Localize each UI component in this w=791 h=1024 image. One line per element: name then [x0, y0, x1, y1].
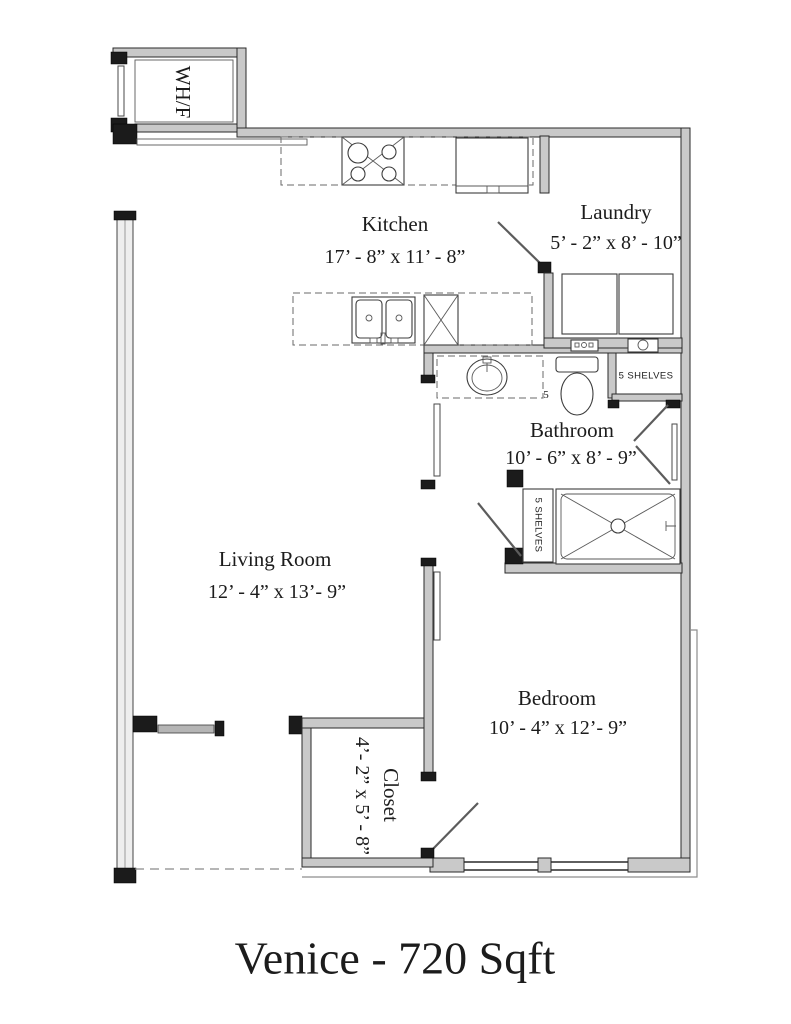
whf-label: WH/F [171, 65, 195, 119]
shelves-lower-label: 5 SHELVES [532, 497, 544, 553]
divider-wall [424, 562, 433, 776]
laundry-wall-upper [540, 136, 549, 193]
kitchen-fixtures [281, 137, 533, 345]
laundry-door-jamb [538, 262, 551, 273]
pocket-door-jamb-left [133, 716, 157, 732]
laundry-door-swing [498, 222, 544, 267]
burner-2 [382, 145, 396, 159]
right-exterior-wall [681, 128, 690, 864]
burner-3 [351, 167, 365, 181]
bedroom-bottom-wall-right [628, 858, 690, 872]
divider-cap-top [421, 558, 436, 566]
closet-dims: 4’- 2” x 5’ - 8” [351, 737, 373, 855]
shelves-lower-door-swing [478, 503, 521, 556]
closet-label: Closet [379, 768, 403, 822]
bathroom-label: Bathroom [530, 418, 614, 442]
plan-title: Venice - 720 Sqft [234, 932, 556, 984]
pocket-door-leaf [158, 725, 214, 733]
shelves-door-swing [634, 405, 668, 441]
bathroom-door-leaf [672, 424, 677, 480]
washer [562, 274, 617, 334]
whf-door-leaf [118, 66, 124, 116]
living-room-label: Living Room [218, 547, 332, 571]
whf-top-wall [113, 48, 245, 57]
kitchen-dims: 17’ - 8” x 11’ - 8” [324, 246, 466, 268]
closet-top-wall [302, 718, 433, 728]
vanity-marker: 5 [543, 389, 549, 401]
shower-drain [611, 519, 625, 533]
shelves-upper-label: 5 SHELVES [618, 370, 674, 382]
whf-door-jamb-top [111, 52, 127, 64]
pocket-door-jamb-mid [215, 721, 224, 736]
top-exterior-wall [237, 128, 690, 137]
bedroom-bottom-wall-left [430, 858, 464, 872]
laundry-wall-lower [544, 273, 553, 345]
bedroom-label: Bedroom [517, 686, 597, 710]
sink-basin-left [356, 300, 382, 338]
shelves-door-jamb-right [666, 400, 680, 408]
laundry-bottom-wall [544, 338, 682, 348]
shelves-upper-left-wall [608, 353, 616, 398]
closet-left-wall [302, 728, 311, 858]
closet-bottom-wall [302, 858, 433, 867]
laundry-dims: 5’ - 2” x 8’ - 10” [550, 232, 682, 254]
sink-basin-right [386, 300, 412, 338]
bath-left-jamb-top [421, 375, 435, 383]
bath-hall-door-leaf [434, 404, 440, 476]
whf-right-wall [237, 48, 246, 136]
shelves-lower-jamb [507, 470, 523, 487]
bedroom-window-mullion [538, 858, 551, 872]
laundry-label: Laundry [580, 200, 652, 224]
burner-1 [348, 143, 368, 163]
closet-door-jamb [421, 848, 434, 858]
bathroom-dims: 10’ - 6” x 8’ - 9” [505, 447, 637, 469]
bath-left-jamb-bottom [421, 480, 435, 489]
kitchen-label: Kitchen [361, 212, 429, 236]
refrigerator [456, 138, 528, 193]
living-room-dims: 12’ - 4” x 13’- 9” [208, 581, 346, 603]
toilet-bowl [561, 373, 593, 415]
entry-corner-jamb [113, 124, 137, 144]
pocket-door-jamb-right [289, 716, 302, 734]
closet-door-swing [430, 803, 478, 852]
bathroom-door-swing [636, 446, 670, 484]
left-wall-cap-bottom [114, 868, 136, 883]
shelves-door-jamb-left [608, 400, 619, 408]
divider-cap-bottom [421, 772, 436, 781]
toilet-tank [556, 357, 598, 372]
whf-bottom-wall [135, 124, 237, 132]
bedroom-dims: 10’ - 4” x 12’- 9” [489, 717, 627, 739]
burner-4 [382, 167, 396, 181]
left-wall-cap-top [114, 211, 136, 220]
dryer [619, 274, 673, 334]
bedroom-door-leaf [434, 572, 440, 640]
